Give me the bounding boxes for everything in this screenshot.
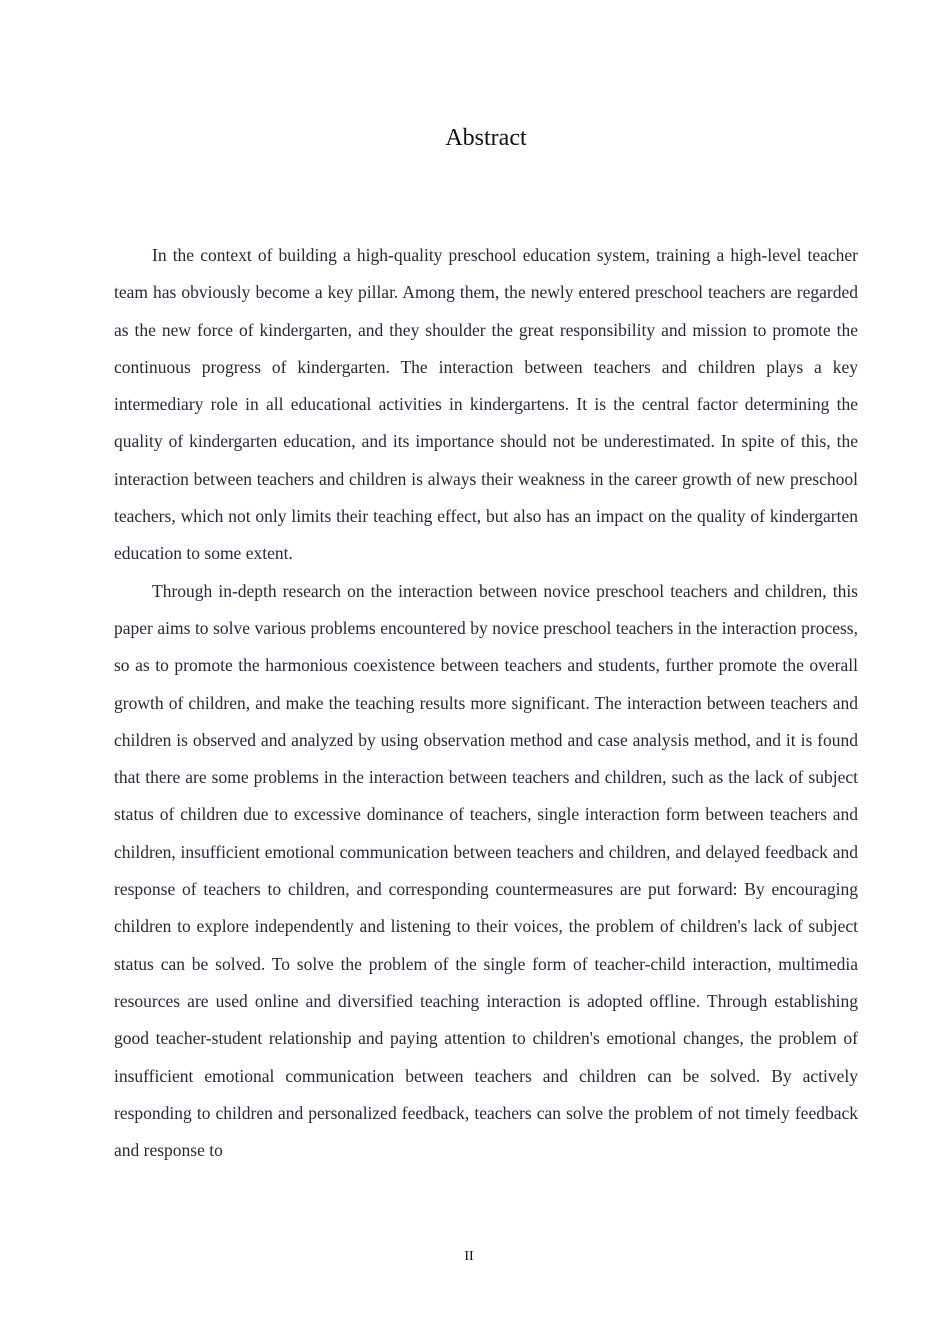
abstract-paragraph-2: Through in-depth research on the interaction between novice preschool teachers and children, this paper aims to solve various problems encountered by novice preschool teachers in the interaction process, so as to promote the harmonious coexistence between teachers and students, further promote the overall growth of children, and make the teaching results more significant. The interaction between teachers and children is observed and analyzed by using observation method and case analysis method, and it is found that there are some problems in the interaction between teachers and children, such as the lack of subject status of children due to excessive dominance of teachers, single interaction form between teachers and children, insufficient emotional communication between teachers and children, and delayed feedback and response of teachers to children, and corresponding countermeasures are put forward: By encouraging children to explore independently and listening to their voices, the problem of children's lack of subject status can be solved. To solve the problem of the single form of teacher-child interaction, multimedia resources are used online and diversified teaching interaction is adopted offline. Through establishing good teacher-student relationship and paying attention to children's emotional changes, the problem of insufficient emotional communication between teachers and children can be solved. By actively responding to children and personalized feedback, teachers can solve the problem of not timely feedback and response to <box>114 580 858 1161</box>
abstract-body <box>114 237 858 1169</box>
page-title: Abstract <box>445 125 527 151</box>
abstract-paragraph-1: In the context of building a high-quality preschool education system, training a high-level teacher team has obviously become a key pillar. Among them, the newly entered preschool teachers are regarded as the new force of kindergarten, and they shoulder the great responsibility and mission to promote the continuous progress of kindergarten. The interaction between teachers and children plays a key intermediary role in all educational activities in kindergartens. It is the central factor determining the quality of kindergarten education, and its importance should not be underestimated. In spite of this, the interaction between teachers and children is always their weakness in the career growth of new preschool teachers, which not only limits their teaching effect, but also has an impact on the quality of kindergarten education to some extent. <box>114 245 858 564</box>
page-number: II <box>464 1249 474 1264</box>
